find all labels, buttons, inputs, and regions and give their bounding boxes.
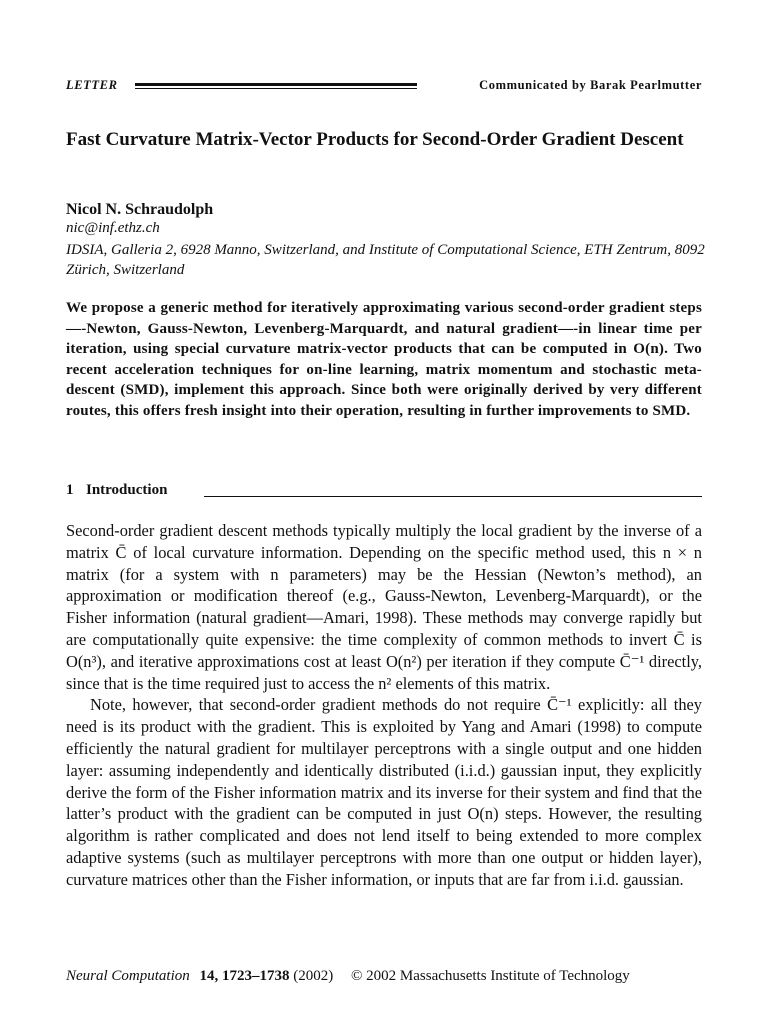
- body-text: [66, 520, 702, 891]
- publication-year: (2002): [293, 968, 334, 984]
- section-number: 1: [66, 482, 74, 498]
- volume-pages: 14, 1723–1738: [199, 968, 290, 984]
- page-footer: [66, 968, 702, 985]
- abstract: We propose a generic method for iteratively approximating various second-order gradient steps—-Newton, Gauss-Newton, Levenberg-Marquardt, and natural gradient—-in linear time per iteration, using special curvature matrix-vector products that can be computed in O(n). Two recent acceleration techniques for on-line learning, matrix momentum and stochastic meta-descent (SMD), implement this approach. Since both were originally derived by very different routes, this offers fresh insight into their operation, resulting in further improvements to SMD.: [66, 300, 702, 419]
- running-header: [66, 78, 702, 96]
- copyright: © 2002 Massachusetts Institute of Technology: [351, 968, 630, 984]
- paper-title: Fast Curvature Matrix-Vector Products for Second-Order Gradient Descent: [66, 129, 684, 150]
- header-rule: [135, 83, 417, 89]
- communicated-by: Communicated by Barak Pearlmutter: [479, 78, 702, 92]
- author-affiliation: IDSIA, Galleria 2, 6928 Manno, Switzerland, and Institute of Computational Science, ETH Zentrum, 8092 Zürich, Switzerland: [66, 242, 705, 278]
- section-rule: [204, 496, 702, 497]
- journal-name: Neural Computation: [66, 968, 190, 984]
- article-type-label: LETTER: [66, 78, 118, 92]
- paragraph: Second-order gradient descent methods typically multiply the local gradient by the inverse of a matrix C̄ of local curvature information. Depending on the specific method used, this n × n matrix (for a system with n parameters) may be the Hessian (Newton’s method), an approximation or modification thereof (e.g., Gauss-Newton, Levenberg-Marquardt), or the Fisher information (natural gradient—Amari, 1998). These methods may converge rapidly but are computationally quite expensive: the time complexity of common methods to invert C̄ is O(n³), and iterative approximations cost at least O(n²) per iteration if they compute C̄⁻¹ directly, since that is the time required just to access the n² elements of this matrix.: [66, 521, 702, 693]
- author-name: Nicol N. Schraudolph: [66, 201, 214, 218]
- author-email: nic@inf.ethz.ch: [66, 220, 160, 236]
- section-title: Introduction: [86, 482, 168, 498]
- paragraph: Note, however, that second-order gradient methods do not require C̄⁻¹ explicitly: all they need is its product with the gradient. This is exploited by Yang and Amari (1998) to compute efficiently the natural gradient for multilayer perceptrons with a single output and one hidden layer: assuming independently and identically distributed (i.i.d.) gaussian input, they explicitly derive the form of the Fisher information matrix and its inverse for their system and find that the latter’s product with the gradient can be computed in just O(n) steps. However, the resulting algorithm is rather complicated and does not lend itself to being extended to more complex adaptive systems (such as multilayer perceptrons with more than one output or hidden layer), curvature matrices other than the Fisher information, or inputs that are far from i.i.d. gaussian.: [66, 695, 702, 889]
- section-heading: [66, 482, 702, 502]
